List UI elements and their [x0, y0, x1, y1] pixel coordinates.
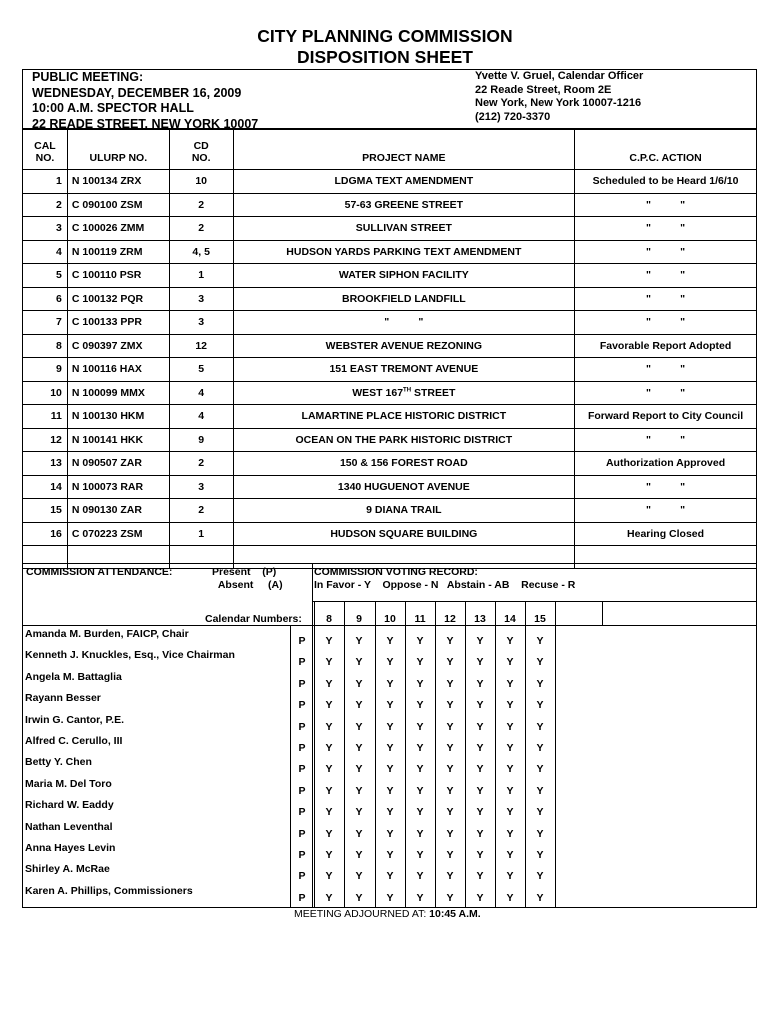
header-cal-no: CAL NO. — [23, 130, 68, 170]
vote-mark: Y — [506, 742, 514, 754]
cell-ulurp-no: C 090397 ZMX — [67, 334, 169, 358]
table-row — [23, 358, 757, 382]
cell-cpc-action: " " — [575, 358, 757, 382]
cell-cd-no: 4, 5 — [169, 240, 233, 264]
table-row — [23, 452, 757, 476]
cell-cd-no: 10 — [169, 170, 233, 194]
vote-mark: Y — [386, 677, 394, 690]
cell-cpc-action: " " — [575, 428, 757, 452]
vote-mark: Y — [446, 806, 454, 819]
cell-project-name: HUDSON YARDS PARKING TEXT AMENDMENT — [233, 240, 575, 264]
vote-mark: Y — [446, 870, 454, 883]
commissioner-name: Maria M. Del Toro — [25, 777, 112, 790]
cell-cal-no: 11 — [23, 405, 68, 429]
commissioner-name: Shirley A. McRae — [25, 863, 110, 876]
vote-mark: Y — [416, 806, 424, 819]
cell-ulurp-no: N 100099 MMX — [67, 381, 169, 405]
cell-cal-no: 15 — [23, 499, 68, 523]
cell-project-name: 1340 HUGUENOT AVENUE — [233, 475, 575, 499]
attendance-mark: P — [298, 677, 306, 690]
vote-mark: Y — [416, 742, 424, 754]
cell-cal-no: 6 — [23, 287, 68, 311]
vote-mark: Y — [355, 891, 363, 904]
cell-cpc-action: " " — [575, 287, 757, 311]
table-row — [23, 475, 757, 499]
vote-mark: Y — [476, 720, 484, 733]
cell-cd-no: 2 — [169, 452, 233, 476]
table-row — [23, 522, 757, 546]
vote-mark: Y — [446, 720, 454, 733]
vote-mark: Y — [325, 891, 333, 904]
vote-mark: Y — [506, 827, 514, 840]
vote-mark: Y — [355, 806, 363, 819]
cell-cal-no: 5 — [23, 264, 68, 288]
cell-project-name: 57-63 GREENE STREET — [233, 193, 575, 217]
cell-cd-no: 5 — [169, 358, 233, 382]
meeting-info — [32, 70, 258, 132]
cell-cal-no: 4 — [23, 240, 68, 264]
cell-cpc-action: " " — [575, 193, 757, 217]
cell-project-name: WATER SIPHON FACILITY — [233, 264, 575, 288]
attendance-mark: P — [298, 784, 306, 797]
cell-cal-no: 13 — [23, 452, 68, 476]
vote-mark: Y — [446, 891, 454, 904]
cell-ulurp-no: N 100119 ZRM — [67, 240, 169, 264]
grid-line — [312, 563, 313, 908]
cell-cpc-action: Favorable Report Adopted — [575, 334, 757, 358]
vote-mark: Y — [355, 677, 363, 690]
cell-project-name: LAMARTINE PLACE HISTORIC DISTRICT — [233, 405, 575, 429]
cell-cpc-action: " " — [575, 475, 757, 499]
grid-line — [555, 601, 556, 908]
vote-mark: Y — [386, 720, 394, 733]
vote-mark: Y — [536, 656, 544, 669]
cell-project-name: WEBSTER AVENUE REZONING — [233, 334, 575, 358]
calendar-number-header: 14 — [504, 613, 516, 625]
calendar-number-header: 11 — [414, 613, 426, 625]
vote-mark: Y — [325, 870, 333, 883]
commissioner-name: Irwin G. Cantor, P.E. — [25, 713, 124, 726]
vote-mark: Y — [536, 742, 544, 754]
cell-cd-no: 2 — [169, 499, 233, 523]
commissioner-name: Karen A. Phillips, Commissioners — [25, 884, 193, 897]
cell-cpc-action: " " — [575, 311, 757, 335]
vote-mark: Y — [355, 827, 363, 840]
vote-mark: Y — [536, 635, 544, 647]
vote-mark: Y — [325, 827, 333, 840]
grid-line — [435, 601, 436, 908]
vote-mark: Y — [506, 870, 514, 883]
table-row — [23, 193, 757, 217]
vote-mark: Y — [536, 870, 544, 883]
attendance-mark: P — [298, 742, 306, 754]
table-row — [23, 428, 757, 452]
cell-project-name: BROOKFIELD LANDFILL — [233, 287, 575, 311]
cell-ulurp-no: N 090130 ZAR — [67, 499, 169, 523]
meeting-line-4: 22 READE STREET, NEW YORK 10007 — [32, 116, 259, 131]
absent-label: Absent — [217, 579, 254, 591]
vote-mark: Y — [536, 827, 544, 840]
vote-mark: Y — [506, 784, 514, 797]
vote-mark: Y — [355, 720, 363, 733]
cell-cal-no: 2 — [23, 193, 68, 217]
cell-cd-no: 2 — [169, 193, 233, 217]
attendance-mark: P — [298, 870, 306, 883]
calendar-table — [22, 129, 757, 569]
vote-mark: Y — [325, 784, 333, 797]
header-ulurp-no: ULURP NO. — [67, 130, 169, 170]
vote-mark: Y — [416, 891, 424, 904]
vote-mark: Y — [446, 699, 454, 712]
calendar-officer-info — [475, 70, 643, 124]
vote-mark: Y — [416, 677, 424, 690]
vote-mark: Y — [446, 656, 454, 669]
cell-cal-no: 14 — [23, 475, 68, 499]
vote-mark: Y — [446, 677, 454, 690]
calendar-number-header: 10 — [384, 613, 396, 625]
vote-mark: Y — [536, 699, 544, 712]
grid-line — [375, 601, 376, 908]
table-row — [23, 240, 757, 264]
vote-mark: Y — [355, 635, 363, 647]
vote-mark: Y — [355, 656, 363, 669]
vote-mark: Y — [325, 763, 333, 776]
commissioner-name: Nathan Leventhal — [25, 820, 113, 833]
cell-cpc-action: " " — [575, 381, 757, 405]
vote-mark: Y — [355, 742, 363, 754]
cell-cpc-action: Scheduled to be Heard 1/6/10 — [575, 170, 757, 194]
table-header-row — [23, 130, 757, 170]
vote-mark: Y — [476, 849, 484, 861]
cell-ulurp-no: N 100116 HAX — [67, 358, 169, 382]
cell-cpc-action: " " — [575, 264, 757, 288]
table-row — [23, 217, 757, 241]
cell-cpc-action: " " — [575, 499, 757, 523]
vote-mark: Y — [476, 827, 484, 840]
vote-mark: Y — [446, 742, 454, 754]
cell-cal-no: 8 — [23, 334, 68, 358]
vote-mark: Y — [506, 720, 514, 733]
vote-mark: Y — [446, 849, 454, 861]
vote-mark: Y — [536, 849, 544, 861]
vote-mark: Y — [446, 784, 454, 797]
cell-cal-no: 12 — [23, 428, 68, 452]
calendar-number-header: 8 — [326, 613, 332, 625]
vote-mark: Y — [325, 677, 333, 690]
commissioner-name: Amanda M. Burden, FAICP, Chair — [25, 628, 189, 640]
grid-line — [290, 625, 291, 908]
cell-project-name: " " — [233, 311, 575, 335]
cell-cpc-action: " " — [575, 240, 757, 264]
header-cpc-action: C.P.C. ACTION — [575, 130, 757, 170]
vote-mark: Y — [416, 656, 424, 669]
vote-mark: Y — [416, 870, 424, 883]
vote-mark: Y — [386, 763, 394, 776]
calendar-number-header: 15 — [534, 613, 546, 625]
cell-ulurp-no: C 100132 PQR — [67, 287, 169, 311]
officer-line-2: 22 Reade Street, Room 2E — [475, 83, 612, 96]
vote-mark: Y — [325, 742, 333, 754]
cell-cal-no: 1 — [23, 170, 68, 194]
cell-cd-no: 4 — [169, 405, 233, 429]
cell-project-name: WEST 167TH STREET — [233, 381, 575, 405]
vote-mark: Y — [416, 827, 424, 840]
cell-cd-no: 9 — [169, 428, 233, 452]
cell-cal-no: 16 — [23, 522, 68, 546]
header-cd-no: CD NO. — [169, 130, 233, 170]
vote-mark: Y — [386, 699, 394, 712]
cell-cd-no: 3 — [169, 311, 233, 335]
grid-line — [344, 601, 345, 908]
officer-line-1: Yvette V. Gruel, Calendar Officer — [475, 70, 644, 82]
vote-mark: Y — [416, 635, 424, 647]
commissioner-name: Betty Y. Chen — [25, 756, 92, 769]
grid-line — [525, 601, 526, 908]
grid-line — [495, 601, 496, 908]
attendance-mark: P — [298, 763, 306, 776]
cell-project-name: 151 EAST TREMONT AVENUE — [233, 358, 575, 382]
voting-codes: In Favor - Y Oppose - N Abstain - AB Recuse - R — [314, 579, 576, 591]
adjourned-time: 10:45 A.M. — [429, 908, 481, 920]
attendance-mark: P — [298, 699, 306, 712]
attendance-mark: P — [298, 849, 306, 861]
commissioner-name: Rayann Besser — [25, 692, 101, 705]
commissioner-name: Alfred C. Cerullo, III — [25, 735, 123, 747]
vote-mark: Y — [386, 656, 394, 669]
present-code: (P) — [262, 566, 277, 578]
grid-line — [602, 601, 603, 625]
cell-ulurp-no: N 100130 HKM — [67, 405, 169, 429]
cell-cpc-action: Hearing Closed — [575, 522, 757, 546]
vote-mark: Y — [476, 763, 484, 776]
vote-mark: Y — [476, 870, 484, 883]
voting-title: COMMISSION VOTING RECORD: — [314, 566, 478, 578]
vote-mark: Y — [506, 656, 514, 669]
cell-ulurp-no: C 100026 ZMM — [67, 217, 169, 241]
vote-mark: Y — [325, 806, 333, 819]
vote-mark: Y — [476, 742, 484, 754]
cell-cal-no: 7 — [23, 311, 68, 335]
vote-mark: Y — [506, 763, 514, 776]
vote-mark: Y — [386, 849, 394, 861]
vote-mark: Y — [386, 891, 394, 904]
vote-mark: Y — [446, 763, 454, 776]
cell-project-name: OCEAN ON THE PARK HISTORIC DISTRICT — [233, 428, 575, 452]
present-label: Present — [212, 566, 251, 578]
calendar-number-header: 13 — [474, 613, 486, 625]
cell-ulurp-no: N 100073 RAR — [67, 475, 169, 499]
attendance-mark: P — [298, 806, 306, 819]
vote-mark: Y — [476, 635, 484, 647]
table-row — [23, 311, 757, 335]
page-title: CITY PLANNING COMMISSION — [257, 26, 513, 46]
vote-mark: Y — [386, 827, 394, 840]
cell-cal-no: 10 — [23, 381, 68, 405]
adjourned-label: MEETING ADJOURNED AT: — [294, 908, 427, 920]
grid-line — [465, 601, 466, 908]
cell-cd-no: 3 — [169, 475, 233, 499]
attendance-section — [22, 563, 757, 908]
grid-line — [314, 601, 315, 908]
vote-mark: Y — [536, 720, 544, 733]
commissioner-name: Anna Hayes Levin — [25, 842, 116, 854]
cell-cal-no: 9 — [23, 358, 68, 382]
vote-mark: Y — [446, 635, 454, 647]
meeting-header-box — [22, 69, 757, 129]
cell-cpc-action: Forward Report to City Council — [575, 405, 757, 429]
meeting-adjourned — [294, 908, 481, 920]
vote-mark: Y — [476, 656, 484, 669]
vote-mark: Y — [355, 699, 363, 712]
calendar-number-header: 12 — [444, 613, 456, 625]
cell-cpc-action: Authorization Approved — [575, 452, 757, 476]
table-row — [23, 405, 757, 429]
vote-mark: Y — [506, 806, 514, 819]
vote-mark: Y — [476, 784, 484, 797]
officer-line-4: (212) 720-3370 — [475, 110, 551, 123]
cell-cd-no: 1 — [169, 522, 233, 546]
cell-cd-no: 12 — [169, 334, 233, 358]
cell-cpc-action: " " — [575, 217, 757, 241]
cell-cd-no: 1 — [169, 264, 233, 288]
vote-mark: Y — [506, 635, 514, 647]
vote-mark: Y — [536, 784, 544, 797]
vote-mark: Y — [325, 849, 333, 861]
table-row — [23, 170, 757, 194]
cell-project-name: HUDSON SQUARE BUILDING — [233, 522, 575, 546]
meeting-line-3: 10:00 A.M. SPECTOR HALL — [32, 101, 194, 115]
cell-project-name: 9 DIANA TRAIL — [233, 499, 575, 523]
commissioner-name: Kenneth J. Knuckles, Esq., Vice Chairman — [25, 649, 235, 662]
vote-mark: Y — [355, 763, 363, 776]
vote-mark: Y — [325, 656, 333, 669]
vote-mark: Y — [536, 763, 544, 776]
table-row — [23, 334, 757, 358]
vote-mark: Y — [446, 827, 454, 840]
table-row — [23, 264, 757, 288]
attendance-mark: P — [298, 635, 306, 647]
cell-cd-no: 2 — [169, 217, 233, 241]
cell-project-name: LDGMA TEXT AMENDMENT — [233, 170, 575, 194]
vote-mark: Y — [416, 720, 424, 733]
cell-ulurp-no: N 100141 HKK — [67, 428, 169, 452]
vote-mark: Y — [416, 849, 424, 861]
attendance-label: COMMISSION ATTENDANCE: — [26, 566, 173, 578]
cell-ulurp-no: C 090100 ZSM — [67, 193, 169, 217]
vote-mark: Y — [386, 742, 394, 754]
meeting-line-2: WEDNESDAY, DECEMBER 16, 2009 — [32, 85, 242, 100]
meeting-line-1: PUBLIC MEETING: — [32, 70, 144, 84]
vote-mark: Y — [476, 806, 484, 819]
attendance-legend — [212, 566, 283, 592]
vote-mark: Y — [386, 784, 394, 797]
vote-mark: Y — [386, 806, 394, 819]
vote-mark: Y — [476, 891, 484, 904]
grid-line — [312, 601, 757, 602]
cell-ulurp-no: C 070223 ZSM — [67, 522, 169, 546]
vote-mark: Y — [416, 699, 424, 712]
calendar-number-header: 9 — [356, 613, 362, 625]
commissioner-name: Angela M. Battaglia — [25, 670, 122, 683]
vote-mark: Y — [536, 677, 544, 690]
vote-mark: Y — [386, 870, 394, 883]
cell-cd-no: 3 — [169, 287, 233, 311]
table-row — [23, 381, 757, 405]
vote-mark: Y — [506, 891, 514, 904]
table-row — [23, 499, 757, 523]
absent-code: (A) — [268, 579, 283, 591]
cell-ulurp-no: N 100134 ZRX — [67, 170, 169, 194]
attendance-mark: P — [298, 827, 306, 840]
vote-mark: Y — [325, 699, 333, 712]
vote-mark: Y — [416, 763, 424, 776]
attendance-mark: P — [298, 656, 306, 669]
cell-ulurp-no: C 100133 PPR — [67, 311, 169, 335]
vote-mark: Y — [325, 720, 333, 733]
vote-mark: Y — [536, 806, 544, 819]
cell-cd-no: 4 — [169, 381, 233, 405]
header-project-name: PROJECT NAME — [233, 130, 575, 170]
vote-mark: Y — [355, 870, 363, 883]
grid-line — [22, 625, 757, 626]
vote-mark: Y — [355, 784, 363, 797]
page-subtitle: DISPOSITION SHEET — [297, 47, 473, 67]
vote-mark: Y — [325, 635, 333, 647]
vote-mark: Y — [506, 677, 514, 690]
cell-project-name: 150 & 156 FOREST ROAD — [233, 452, 575, 476]
table-row — [23, 287, 757, 311]
attendance-mark: P — [298, 891, 306, 904]
commissioner-name: Richard W. Eaddy — [25, 799, 114, 812]
grid-line — [405, 601, 406, 908]
attendance-mark: P — [298, 720, 306, 733]
officer-line-3: New York, New York 10007-1216 — [475, 97, 642, 109]
cell-project-name: SULLIVAN STREET — [233, 217, 575, 241]
vote-mark: Y — [506, 699, 514, 712]
voting-record-legend — [314, 566, 575, 592]
calendar-numbers-label: Calendar Numbers: — [205, 613, 302, 625]
cell-cal-no: 3 — [23, 217, 68, 241]
vote-mark: Y — [416, 784, 424, 797]
cell-ulurp-no: C 100110 PSR — [67, 264, 169, 288]
vote-mark: Y — [536, 891, 544, 904]
vote-mark: Y — [386, 635, 394, 647]
vote-mark: Y — [476, 677, 484, 690]
vote-mark: Y — [506, 849, 514, 861]
vote-mark: Y — [476, 699, 484, 712]
vote-mark: Y — [355, 849, 363, 861]
cell-ulurp-no: N 090507 ZAR — [67, 452, 169, 476]
